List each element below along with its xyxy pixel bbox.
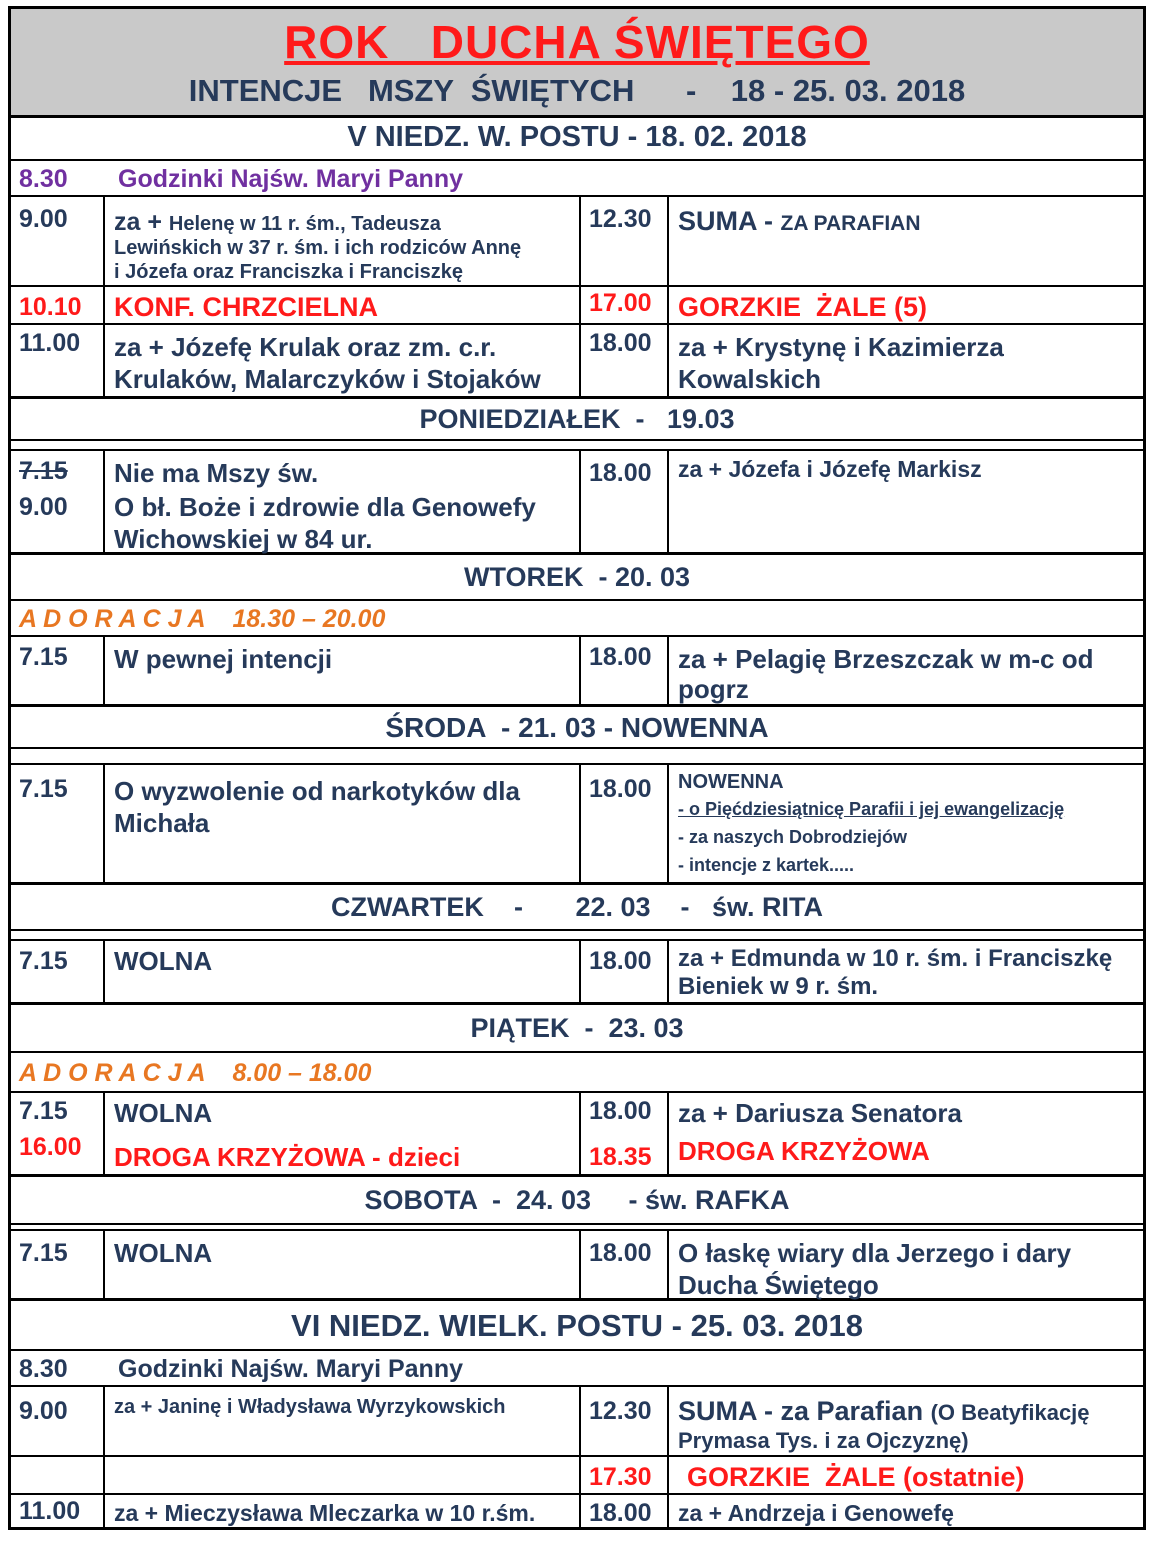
day-header-friday: PIĄTEK - 23. 03 — [11, 1005, 1143, 1053]
nowenna-item: - intencje z kartek..... — [678, 855, 855, 875]
intention-text: za + Dariusza Senatora — [678, 1098, 962, 1128]
intentions-sheet — [8, 6, 1146, 1530]
suma-text: ZA PARAFIAN — [780, 212, 921, 235]
day-header-saturday: SOBOTA - 24. 03 - św. RAFKA — [11, 1177, 1143, 1225]
day-header-wednesday: ŚRODA - 21. 03 - NOWENNA — [11, 707, 1143, 749]
suma-label: SUMA - za Parafian — [678, 1396, 931, 1426]
intention-text: Krulaków, Malarczyków i Stojaków — [114, 364, 541, 394]
day-header-monday: PONIEDZIAŁEK - 19.03 — [11, 399, 1143, 441]
schedule-row — [11, 941, 1143, 1005]
intention-text: za + Janinę i Władysława Wyrzykowskich — [114, 1396, 506, 1418]
intention-text-a: Helenę w 11 r. śm., Tadeusza — [168, 213, 441, 235]
adoracja-text: A D O R A C J A 18.30 – 20.00 — [19, 605, 386, 633]
godzinki-row-2 — [11, 1351, 1143, 1387]
header — [11, 9, 1143, 118]
intention-text: Lewińskich w 37 r. śm. i ich rodziców Annę — [114, 237, 522, 259]
nowenna-item: - o Pięćdziesiątnicę Parafii i jej ewangelizację — [678, 799, 1065, 819]
spacer-row — [11, 749, 1143, 765]
spacer-row — [11, 441, 1143, 451]
intention-text: Prymasa Tys. i za Ojczyznę) — [678, 1428, 969, 1453]
adoracja-row — [11, 601, 1143, 637]
schedule-row — [11, 765, 1143, 885]
intention-text: za + Mieczysława Mleczarka w 10 r.śm. — [114, 1500, 536, 1526]
time: 7.15 — [19, 1097, 68, 1125]
time: 9.00 — [19, 1397, 68, 1425]
time: 11.00 — [19, 329, 81, 357]
page-title: ROK DUCHA ŚWIĘTEGO — [284, 16, 870, 68]
intention-text: Nie ma Mszy św. — [114, 458, 319, 488]
time: 18.35 — [589, 1143, 652, 1171]
time: 7.15 — [19, 947, 68, 975]
intention-text: za + Krystynę i Kazimierza — [678, 332, 1004, 362]
schedule-row — [11, 1495, 1143, 1527]
time: 11.00 — [19, 1497, 81, 1525]
adoracja-text: A D O R A C J A 8.00 – 18.00 — [19, 1059, 372, 1087]
time: 9.00 — [19, 493, 68, 521]
day-header-sunday-1: V NIEDZ. W. POSTU - 18. 02. 2018 — [11, 115, 1143, 161]
day-header-tuesday: WTOREK - 20. 03 — [11, 555, 1143, 601]
intention-text — [114, 209, 441, 237]
intention-text: O łaskę wiary dla Jerzego i dary — [678, 1238, 1072, 1268]
time: 18.00 — [589, 775, 652, 803]
time: 7.15 — [19, 775, 68, 803]
intention-text: DROGA KRZYŻOWA - dzieci — [114, 1142, 461, 1172]
intention-text: pogrz — [678, 674, 749, 704]
intention-text: Ducha Świętego — [678, 1270, 879, 1300]
time-cancelled: 7.15 — [19, 457, 68, 485]
intention-text: i Józefa oraz Franciszka i Franciszkę — [114, 261, 464, 283]
godzinki-row-1 — [11, 161, 1143, 197]
intention-text: Bieniek w 9 r. śm. — [678, 973, 879, 1000]
day-header-thursday: CZWARTEK - 22. 03 - św. RITA — [11, 885, 1143, 931]
time: 18.00 — [589, 947, 652, 975]
time: 12.30 — [589, 1397, 652, 1425]
intention-text: KONF. CHRZCIELNA — [114, 292, 378, 322]
time: 7.15 — [19, 1239, 68, 1267]
intention-text: za + Józefa i Józefę Markisz — [678, 456, 982, 482]
nowenna-label: NOWENNA — [678, 771, 784, 793]
schedule-row — [11, 325, 1143, 399]
time: 18.00 — [589, 1239, 652, 1267]
intention-text: Michała — [114, 808, 210, 838]
schedule-row — [11, 1231, 1143, 1301]
time: 18.00 — [589, 643, 652, 671]
intention-text: GORZKIE ŻALE (ostatnie) — [687, 1462, 1025, 1492]
suma-label: SUMA - — [678, 206, 781, 236]
suma-note: (O Beatyfikację — [930, 1400, 1090, 1425]
schedule-row — [11, 1093, 1143, 1177]
time: 9.00 — [19, 205, 68, 233]
intention-text: WOLNA — [114, 1238, 213, 1268]
page-subtitle: INTENCJE MSZY ŚWIĘTYCH - 18 - 25. 03. 2018 — [188, 73, 966, 108]
time: 18.00 — [589, 1097, 652, 1125]
intention-text: za + Edmunda w 10 r. śm. i Franciszkę — [678, 945, 1113, 972]
intention-text: W pewnej intencji — [114, 644, 333, 674]
nowenna-item: - za naszych Dobrodziejów — [678, 827, 908, 847]
godzinki-text: Godzinki Najśw. Maryi Panny — [118, 165, 463, 193]
time: 7.15 — [19, 643, 68, 671]
time: 18.00 — [589, 329, 652, 357]
intention-text: DROGA KRZYŻOWA — [678, 1136, 930, 1166]
intention-text: Wichowskiej w 84 ur. — [114, 524, 373, 554]
intention-text — [678, 1395, 1090, 1429]
intention-text — [678, 205, 921, 240]
godzinki-text: Godzinki Najśw. Maryi Panny — [118, 1355, 463, 1383]
time: 10.10 — [19, 293, 82, 321]
intention-text: O bł. Boże i zdrowie dla Genowefy — [114, 492, 536, 522]
time: 16.00 — [19, 1133, 82, 1161]
schedule-row — [11, 1387, 1143, 1457]
intention-text: WOLNA — [114, 946, 213, 976]
time: 17.30 — [589, 1463, 652, 1491]
schedule-row — [11, 451, 1143, 555]
intention-text: za + Andrzeja i Genowefę — [678, 1500, 954, 1526]
intention-text: O wyzwolenie od narkotyków dla — [114, 776, 520, 806]
time: 12.30 — [589, 205, 652, 233]
schedule-row — [11, 197, 1143, 287]
time: 18.00 — [589, 459, 652, 487]
adoracja-row — [11, 1053, 1143, 1093]
schedule-row — [11, 1457, 1143, 1495]
intention-text: GORZKIE ŻALE (5) — [678, 292, 927, 322]
spacer-row — [11, 931, 1143, 941]
time: 8.30 — [19, 1355, 68, 1383]
za-prefix: za + — [114, 208, 169, 236]
time: 8.30 — [19, 165, 68, 193]
time: 17.00 — [589, 289, 652, 317]
day-header-sunday-2: VI NIEDZ. WIELK. POSTU - 25. 03. 2018 — [11, 1301, 1143, 1351]
schedule-row — [11, 637, 1143, 707]
schedule-row — [11, 287, 1143, 325]
time: 18.00 — [589, 1499, 652, 1527]
intention-text: za + Józefę Krulak oraz zm. c.r. — [114, 332, 497, 362]
intention-text: za + Pelagię Brzeszczak w m-c od — [678, 644, 1094, 674]
intention-text: WOLNA — [114, 1098, 213, 1128]
intention-text: Kowalskich — [678, 364, 822, 394]
